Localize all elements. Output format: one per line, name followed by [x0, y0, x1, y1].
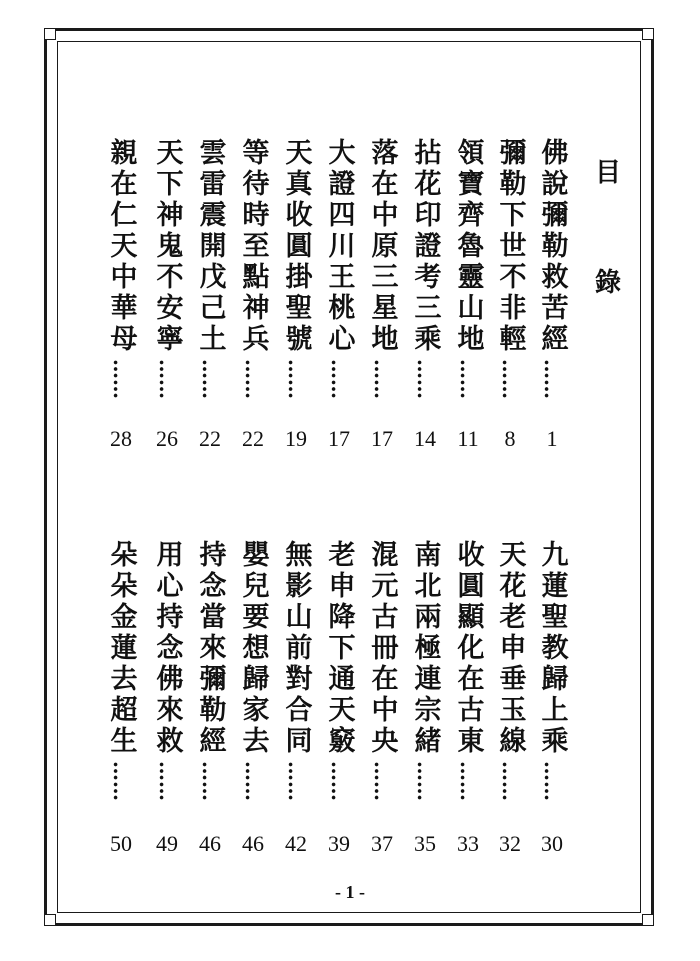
toc-entry[interactable] [236, 540, 270, 801]
toc-entry[interactable] [408, 540, 442, 801]
toc-entry[interactable] [365, 138, 399, 399]
dot-leader: …… [370, 761, 394, 801]
toc-entry-page: 14 [414, 426, 436, 451]
toc-entry-page: 22 [242, 426, 264, 451]
dot-leader: …… [456, 761, 480, 801]
dot-leader: …… [540, 359, 564, 399]
toc-entry-title: 天下神鬼不安寧 [151, 138, 183, 355]
dot-leader: …… [241, 761, 265, 801]
toc-entry-title: 佛說彌勒救苦經 [536, 138, 568, 355]
toc-title-char-1: 目 [594, 158, 621, 188]
toc-entry-title: 等待時至點神兵 [237, 138, 269, 355]
toc-entry-page: 46 [199, 831, 221, 856]
toc-entry-title: 天真收圓掛聖號 [280, 138, 312, 355]
toc-entry-title: 落在中原三星地 [366, 138, 398, 355]
toc-entry-title: 天花老申垂玉線 [494, 540, 526, 757]
toc-entry-page: 50 [110, 831, 132, 856]
toc-entry-title: 親在仁天中華母 [105, 138, 137, 355]
toc-entry-title: 老申降下通天竅 [323, 540, 355, 757]
toc-entry-page: 32 [499, 831, 521, 856]
toc-entry-title: 用心持念佛來救 [151, 540, 183, 757]
toc-entry-title: 持念當來彌勒經 [194, 540, 226, 757]
toc-entry-page: 26 [156, 426, 178, 451]
corner-ornament [642, 914, 654, 926]
toc-entry[interactable] [279, 138, 313, 399]
toc-entry[interactable] [193, 138, 227, 399]
toc-entry-page: 46 [242, 831, 264, 856]
toc-entry[interactable] [322, 138, 356, 399]
toc-entry-page: 49 [156, 831, 178, 856]
toc-entry[interactable] [451, 138, 485, 399]
toc-entry-title: 拈花印證考三乘 [409, 138, 441, 355]
dot-leader: …… [241, 359, 265, 399]
toc-entry-title: 九蓮聖教歸上乘 [536, 540, 568, 757]
toc-entry[interactable] [493, 138, 527, 399]
toc-entry[interactable] [365, 540, 399, 801]
dot-leader: …… [370, 359, 394, 399]
toc-entry-page: 33 [457, 831, 479, 856]
toc-entry-title: 無影山前對合同 [280, 540, 312, 757]
dot-leader: …… [284, 761, 308, 801]
dot-leader: …… [540, 761, 564, 801]
toc-entry-title: 彌勒下世不非輕 [494, 138, 526, 355]
toc-entry-page: 30 [541, 831, 563, 856]
toc-entry-page: 17 [371, 426, 393, 451]
toc-entry-title: 南北兩極連宗緒 [409, 540, 441, 757]
toc-entry-page: 28 [110, 426, 132, 451]
dot-leader: …… [498, 359, 522, 399]
corner-ornament [642, 28, 654, 40]
toc-entry[interactable] [535, 540, 569, 801]
dot-leader: …… [327, 761, 351, 801]
toc-entry[interactable] [279, 540, 313, 801]
toc-entry-title: 大證四川王桃心 [323, 138, 355, 355]
toc-title-char-2: 錄 [594, 268, 621, 298]
dot-leader: …… [155, 359, 179, 399]
dot-leader: …… [413, 359, 437, 399]
toc-entry[interactable] [104, 138, 138, 399]
toc-entry[interactable] [150, 540, 184, 801]
page-number: - 1 - [335, 882, 365, 902]
toc-entry-title: 嬰兒要想歸家去 [237, 540, 269, 757]
corner-ornament [44, 28, 56, 40]
toc-entry[interactable] [236, 138, 270, 399]
toc-entry-page: 37 [371, 831, 393, 856]
toc-entry-page: 17 [328, 426, 350, 451]
toc-entry-page: 11 [457, 426, 479, 451]
toc-entry[interactable] [535, 138, 569, 399]
toc-entry-page: 39 [328, 831, 350, 856]
toc-entry[interactable] [150, 138, 184, 399]
toc-entry-title: 領寶齊魯靈山地 [452, 138, 484, 355]
toc-entry[interactable] [322, 540, 356, 801]
dot-leader: …… [198, 761, 222, 801]
dot-leader: …… [498, 761, 522, 801]
dot-leader: …… [198, 359, 222, 399]
toc-entry-title: 朵朵金蓮去超生 [105, 540, 137, 757]
toc-entry-title: 收圓顯化在古東 [452, 540, 484, 757]
toc-entry[interactable] [451, 540, 485, 801]
toc-entry-page: 22 [199, 426, 221, 451]
dot-leader: …… [456, 359, 480, 399]
corner-ornament [44, 914, 56, 926]
toc-entry-page: 42 [285, 831, 307, 856]
dot-leader: …… [109, 761, 133, 801]
dot-leader: …… [284, 359, 308, 399]
toc-entry-page: 1 [546, 426, 558, 451]
dot-leader: …… [413, 761, 437, 801]
toc-entry-page: 19 [285, 426, 307, 451]
dot-leader: …… [155, 761, 179, 801]
toc-entry[interactable] [193, 540, 227, 801]
toc-entry[interactable] [104, 540, 138, 801]
toc-entry-page: 8 [504, 426, 516, 451]
toc-entry[interactable] [493, 540, 527, 801]
toc-entry[interactable] [408, 138, 442, 399]
dot-leader: …… [327, 359, 351, 399]
toc-entry-page: 35 [414, 831, 436, 856]
toc-entry-title: 混元古冊在中央 [366, 540, 398, 757]
dot-leader: …… [109, 359, 133, 399]
toc-entry-title: 雲雷震開戊己土 [194, 138, 226, 355]
